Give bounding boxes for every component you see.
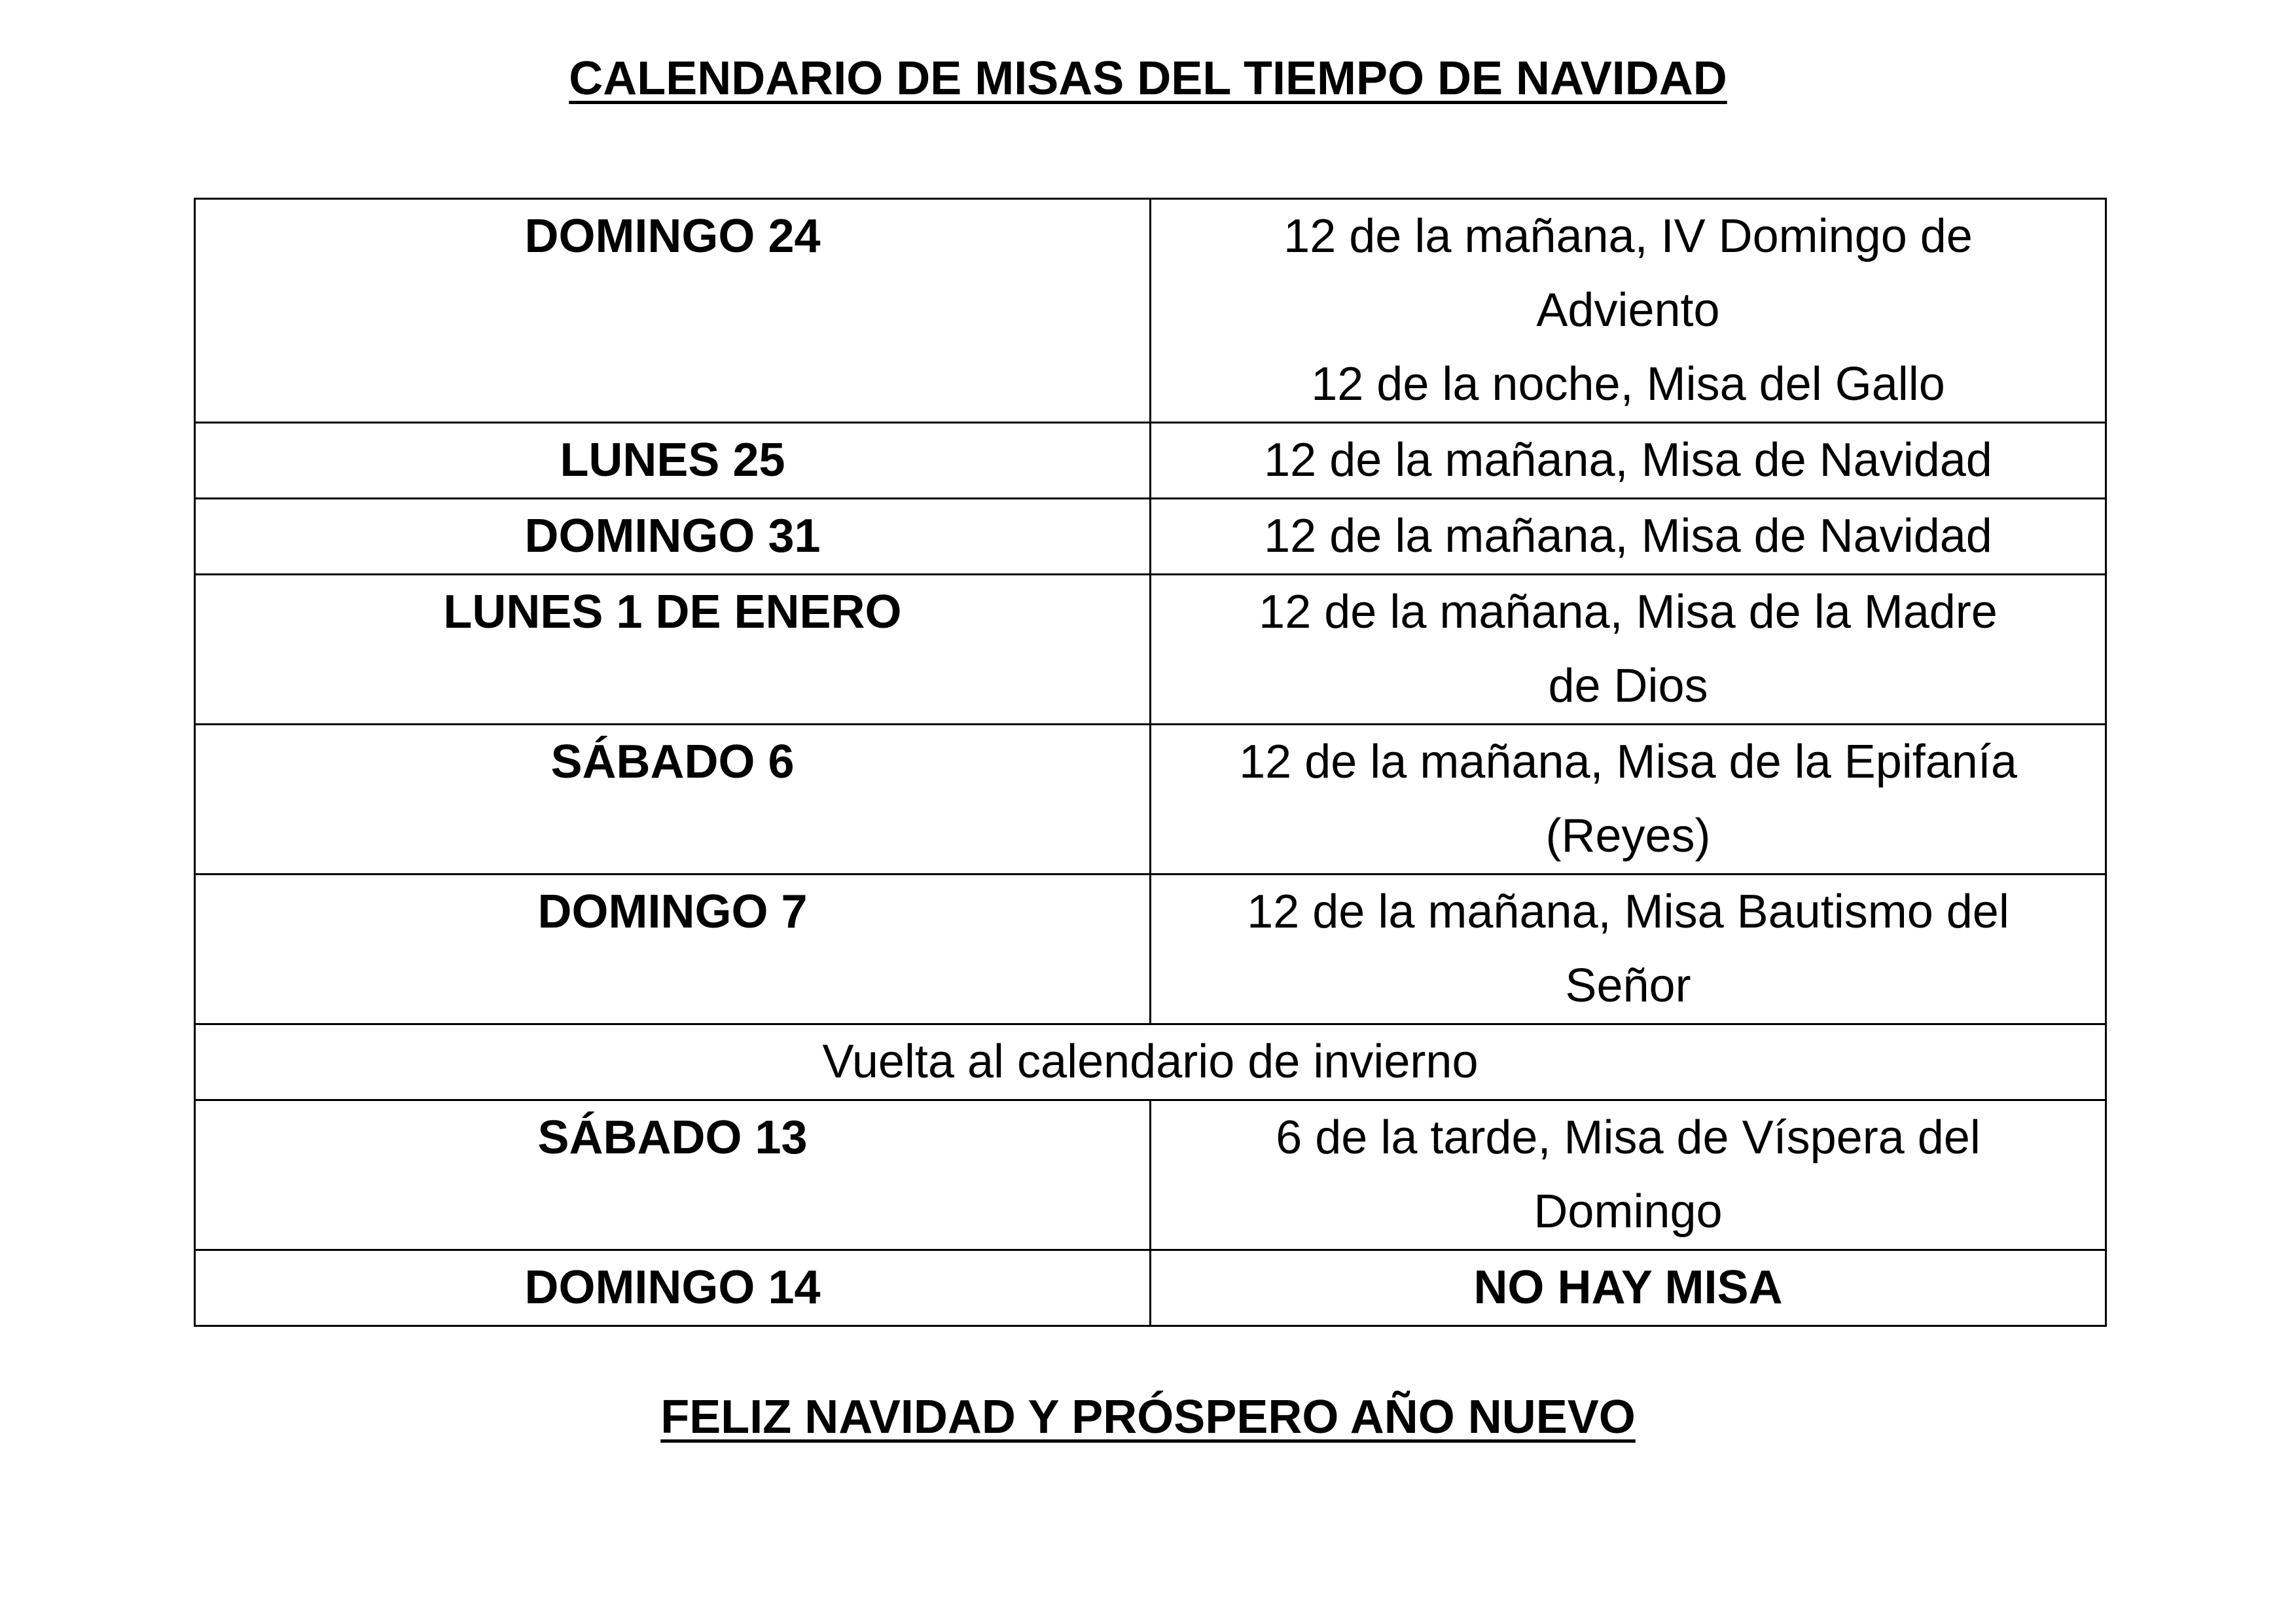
table-row [195, 199, 2106, 423]
mass-line: 12 de la mañana, Misa de Navidad [1264, 510, 1992, 562]
mass-line: (Reyes) [1545, 810, 1711, 862]
mass-line: 12 de la mañana, Misa de Navidad [1264, 434, 1992, 486]
note-cell: Vuelta al calendario de invierno [195, 1024, 2106, 1100]
table-row [195, 725, 2106, 875]
day-cell: DOMINGO 31 [195, 499, 1151, 575]
day-cell: DOMINGO 24 [195, 199, 1151, 423]
mass-line: NO HAY MISA [1473, 1261, 1783, 1314]
day-cell: DOMINGO 14 [195, 1250, 1151, 1326]
day-cell: LUNES 1 DE ENERO [195, 575, 1151, 725]
mass-cell [1151, 423, 2106, 499]
closing-greeting [0, 1384, 2296, 1450]
mass-line: Adviento [1536, 284, 1720, 336]
mass-line: 12 de la noche, Misa del Gallo [1311, 358, 1945, 410]
table-row [195, 1100, 2106, 1250]
mass-line: 12 de la mañana, Misa de la Madre [1259, 586, 1998, 638]
day-cell: SÁBADO 13 [195, 1100, 1151, 1250]
mass-line: 12 de la mañana, Misa de la Epifanía [1239, 736, 2017, 788]
mass-line: Domingo [1534, 1185, 1723, 1238]
closing-greeting-text: FELIZ NAVIDAD Y PRÓSPERO AÑO NUEVO [660, 1391, 1636, 1443]
mass-line: Señor [1565, 960, 1691, 1012]
page-title [0, 46, 2296, 111]
mass-schedule-table [194, 198, 2107, 1327]
mass-line: de Dios [1548, 660, 1708, 712]
mass-cell [1151, 499, 2106, 575]
table-row-note [195, 1024, 2106, 1100]
table-row [195, 423, 2106, 499]
mass-cell [1151, 575, 2106, 725]
mass-cell [1151, 1250, 2106, 1326]
mass-line: 12 de la mañana, IV Domingo de [1283, 210, 1973, 262]
table-row [195, 875, 2106, 1024]
mass-cell [1151, 725, 2106, 875]
table-row [195, 575, 2106, 725]
table-row [195, 1250, 2106, 1326]
day-cell: DOMINGO 7 [195, 875, 1151, 1024]
mass-cell [1151, 199, 2106, 423]
mass-line: 12 de la mañana, Misa Bautismo del [1247, 886, 2009, 938]
page-title-text: CALENDARIO DE MISAS DEL TIEMPO DE NAVIDAD [569, 52, 1727, 105]
day-cell: SÁBADO 6 [195, 725, 1151, 875]
day-cell: LUNES 25 [195, 423, 1151, 499]
mass-line: 6 de la tarde, Misa de Víspera del [1276, 1111, 1981, 1164]
table-row [195, 499, 2106, 575]
mass-cell [1151, 1100, 2106, 1250]
mass-cell [1151, 875, 2106, 1024]
